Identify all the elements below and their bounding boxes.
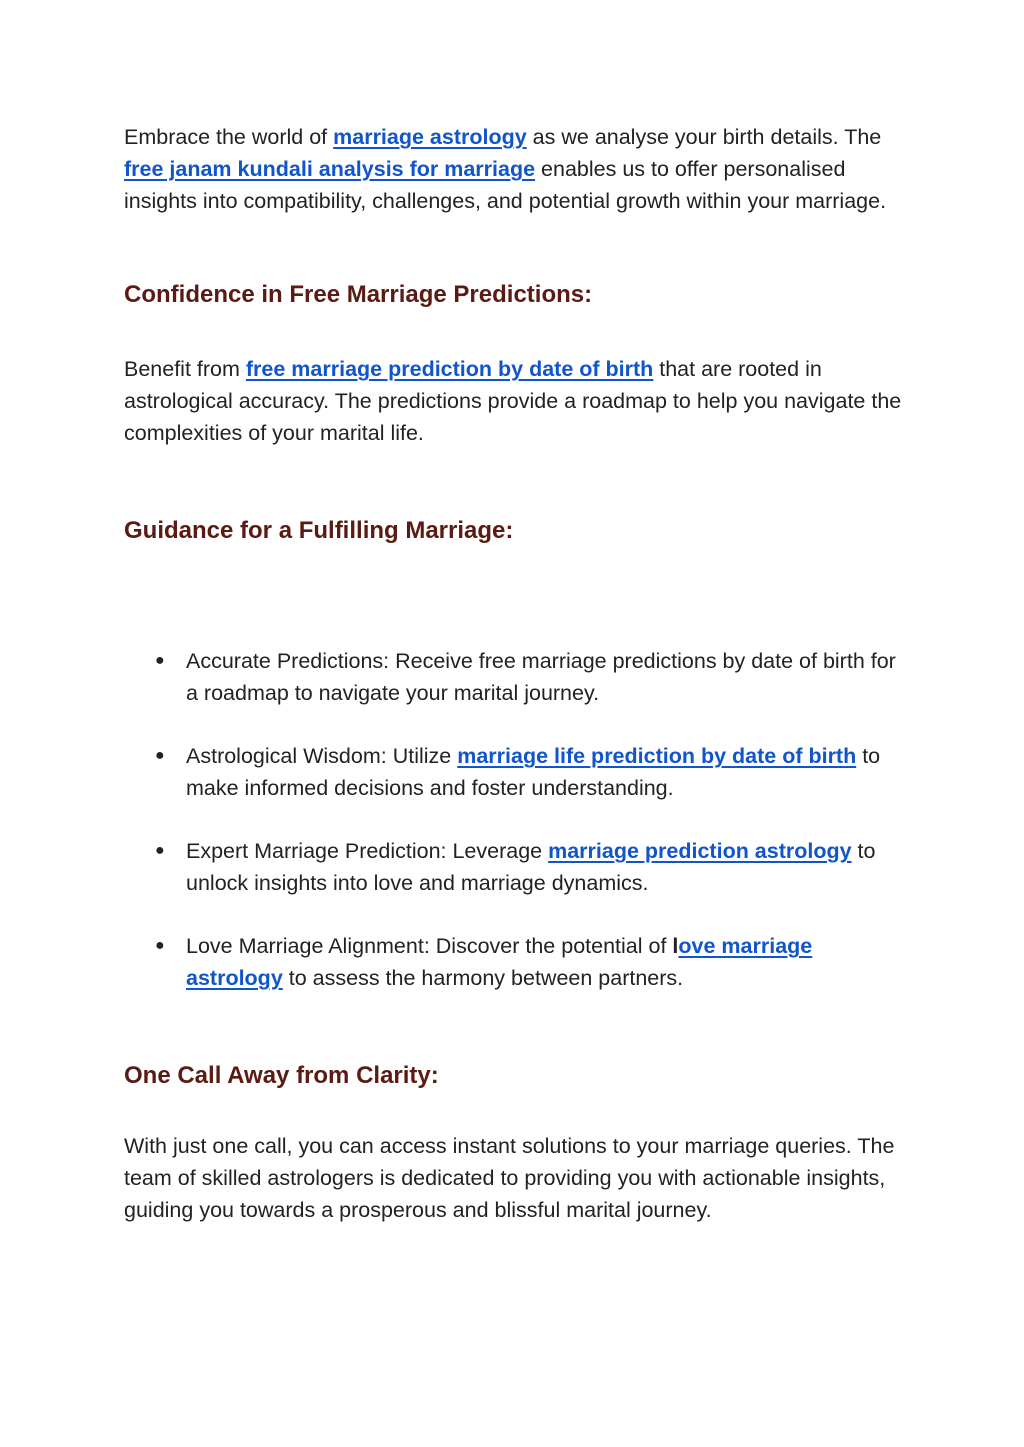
confidence-heading: Confidence in Free Marriage Predictions: <box>124 281 593 308</box>
bullet-icon: ● <box>155 937 165 954</box>
list-item <box>124 645 904 709</box>
bullet-icon: ● <box>155 842 165 859</box>
list-item-text: Accurate Predictions: Receive free marriage predictions by date of birth for a roadmap to navigate your marital journey. <box>186 649 896 705</box>
clarity-paragraph: With just one call, you can access instant solutions to your marriage queries. The team of skilled astrologers is dedicated to providing you with actionable insights, guiding you towards a prosperous and blissful marital journey. <box>124 1134 895 1222</box>
list-item <box>124 930 904 994</box>
janam-kundali-link[interactable]: free janam kundali analysis for marriage <box>124 157 536 181</box>
love-marriage-astrology-link[interactable]: ove marriage astrology <box>186 934 813 990</box>
list-item-text: to assess the harmony between partners. <box>282 966 684 990</box>
guidance-list <box>124 645 904 994</box>
marriage-prediction-dob-link[interactable]: free marriage prediction by date of birth <box>245 357 654 381</box>
marriage-prediction-astrology-link[interactable]: marriage prediction astrology <box>548 839 852 863</box>
list-item <box>124 835 904 899</box>
confidence-text-1: Benefit from <box>124 357 246 381</box>
bold-letter: l <box>672 934 679 958</box>
intro-text-3: enables us to offer personalised insights into compatibility, challenges, and potential growth within your marriage. <box>124 157 887 213</box>
confidence-paragraph <box>124 353 904 449</box>
list-item <box>124 740 904 804</box>
document-page <box>124 121 904 1226</box>
guidance-heading: Guidance for a Fulfilling Marriage: <box>124 517 514 544</box>
bullet-icon: ● <box>155 652 165 669</box>
marriage-astrology-link[interactable]: marriage astrology <box>333 125 527 149</box>
intro-text-1: Embrace the world of <box>124 125 334 149</box>
clarity-heading: One Call Away from Clarity: <box>124 1062 439 1089</box>
confidence-text-2: that are rooted in astrological accuracy. The predictions provide a roadmap to help you navigate the complexities of your marital life. <box>124 357 902 445</box>
bullet-icon: ● <box>155 747 165 764</box>
intro-paragraph <box>124 121 904 217</box>
list-item-text: Astrological Wisdom: Utilize <box>186 744 458 768</box>
intro-text-2: as we analyse your birth details. The <box>526 125 882 149</box>
list-item-text: Love Marriage Alignment: Discover the potential of <box>186 934 673 958</box>
list-item-text: to make informed decisions and foster understanding. <box>186 744 881 800</box>
marriage-life-prediction-link[interactable]: marriage life prediction by date of birth <box>457 744 857 768</box>
list-item-text: to unlock insights into love and marriage dynamics. <box>186 839 876 895</box>
list-item-text: Expert Marriage Prediction: Leverage <box>186 839 549 863</box>
